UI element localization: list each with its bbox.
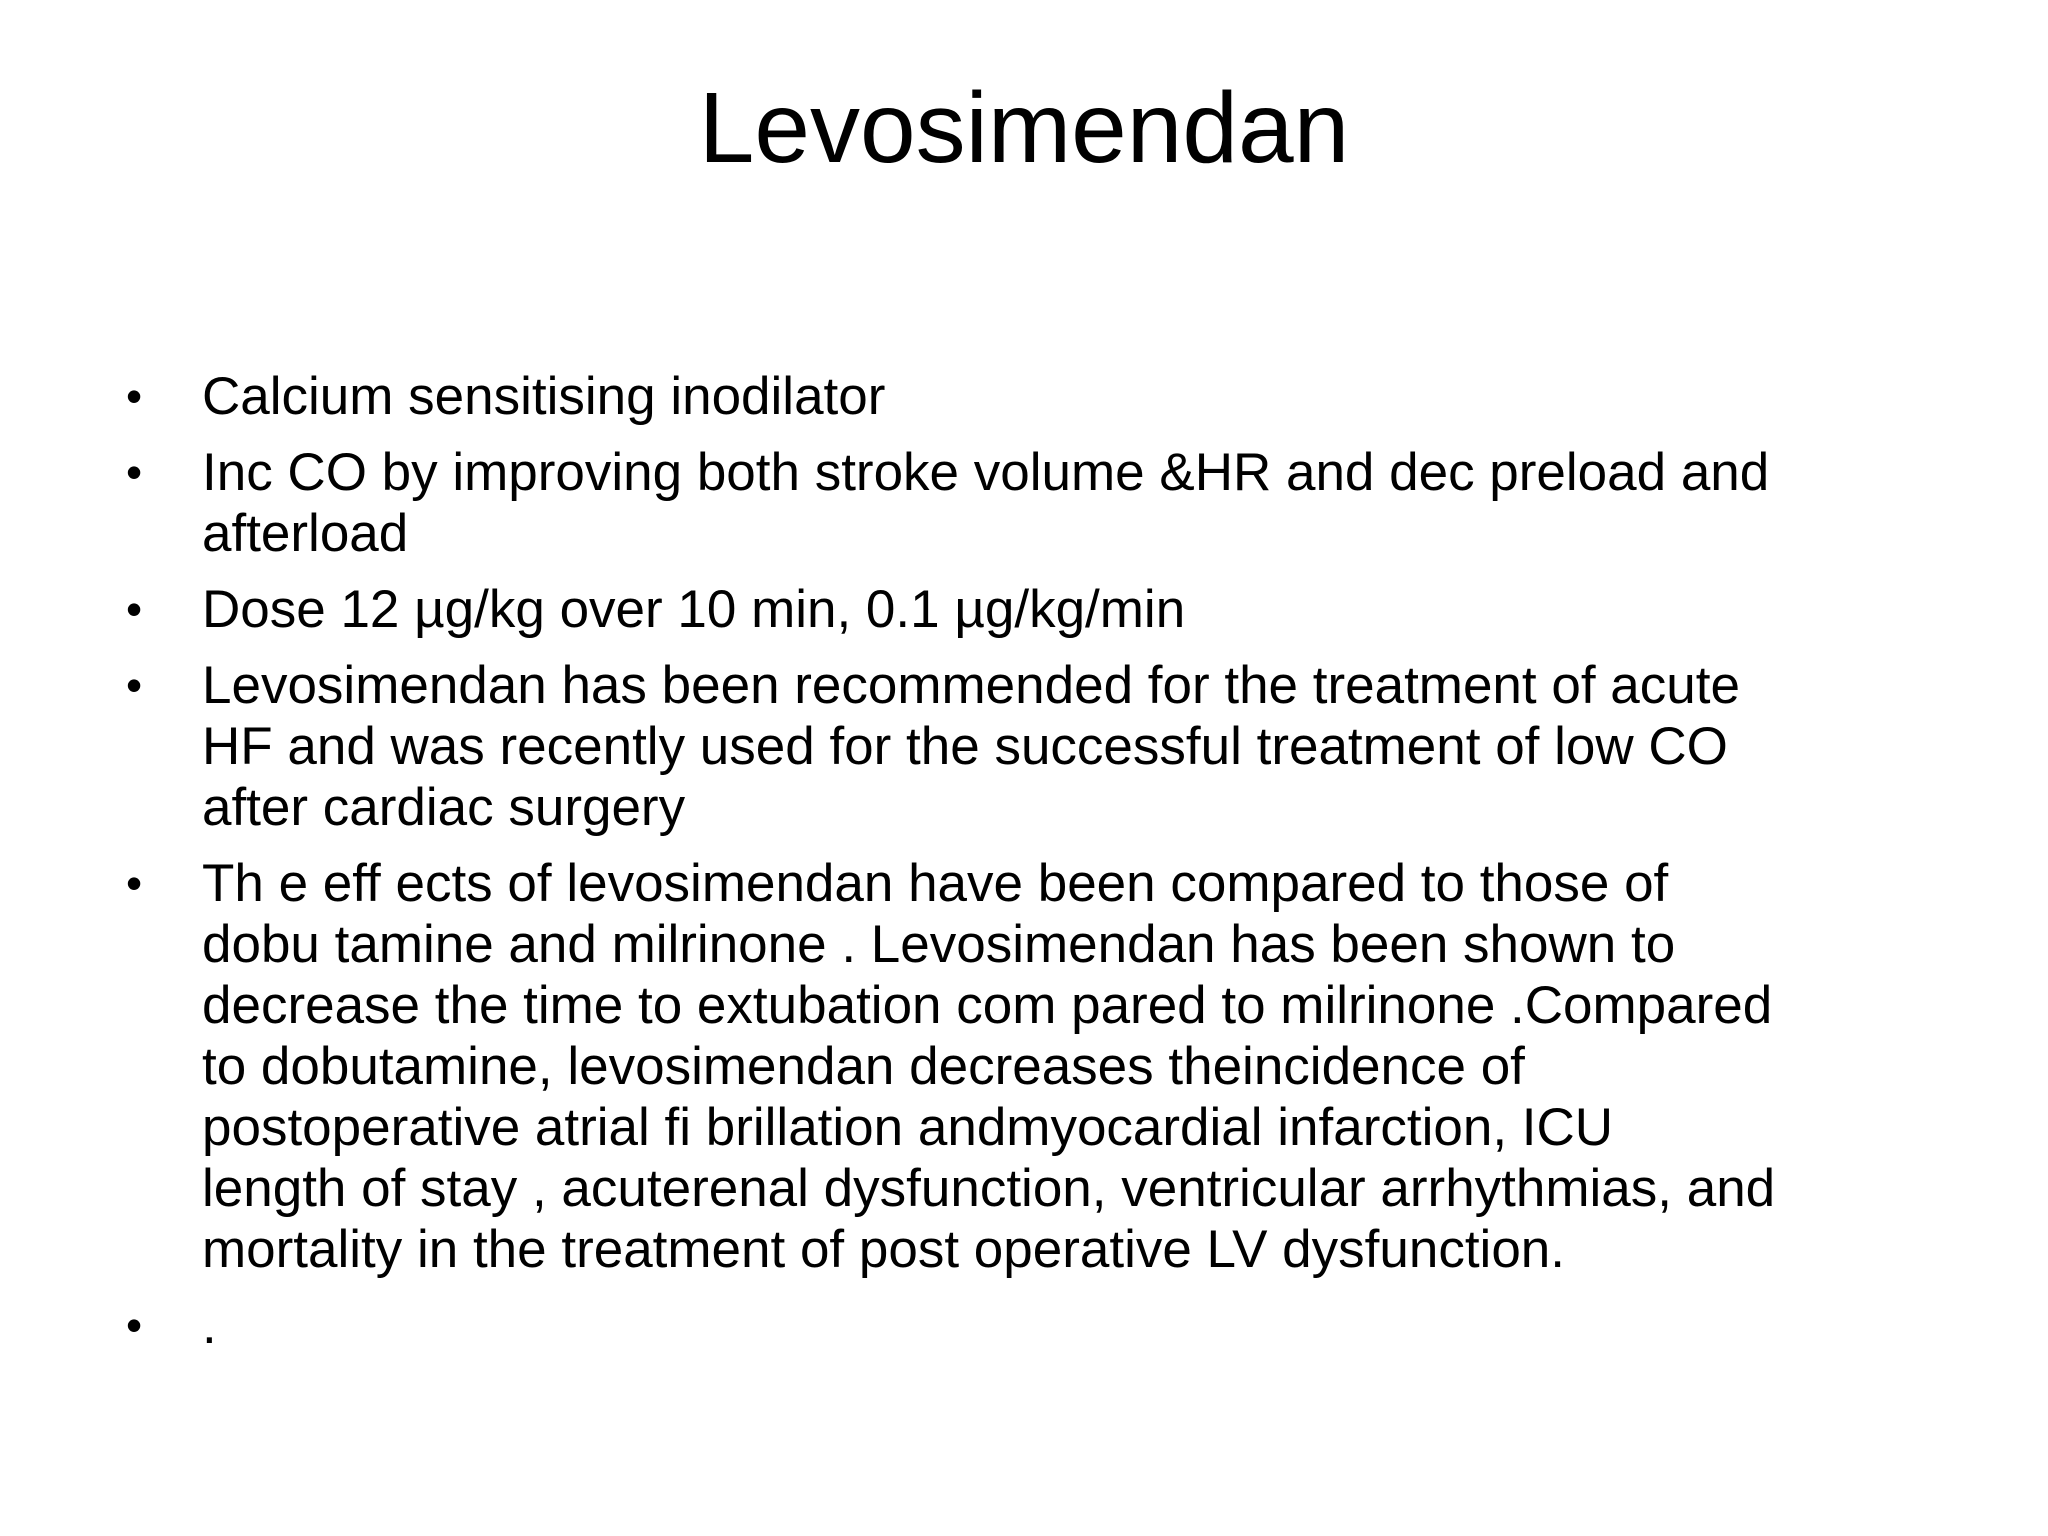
bullet-item [126,366,1966,427]
bullet-item [126,655,1966,838]
bullet-text: Dose 12 µg/kg over 10 min, 0.1 µg/kg/min [202,580,1186,639]
bullet-item [126,1295,1966,1356]
bullet-marker-icon: • [126,446,143,498]
bullet-text: Th e eff ects of levosimendan have been compared to those of dobu tamine and milrinone . Levosimendan has been shown to decrease the time to extubation com pared to milrinone .Compared to dobutamine, levosimendan decreases theincidence of postoperative atrial fi brillation andmyocardial infarction, ICU length of stay , acuterenal dysfunction, ventricular arrhythmias, and mortality in the treatment of post operative LV dysfunction. [202,854,1776,1279]
bullet-marker-icon: • [126,583,143,635]
bullet-item [126,579,1966,640]
bullet-list [126,366,1966,1371]
bullet-item [126,442,1966,564]
bullet-text: Calcium sensitising inodilator [202,367,886,426]
bullet-text: Levosimendan has been recommended for the treatment of acute HF and was recently used for the successful treatment of low CO after cardiac surgery [202,656,1740,837]
bullet-item [126,853,1966,1280]
slide-title: Levosimendan [698,72,1350,184]
bullet-text: Inc CO by improving both stroke volume &HR and dec preload and afterload [202,443,1770,563]
bullet-text: . [202,1296,217,1355]
bullet-marker-icon: • [126,857,143,909]
bullet-marker-icon: • [126,370,143,422]
bullet-marker-icon: • [126,1299,143,1351]
bullet-marker-icon: • [126,659,143,711]
